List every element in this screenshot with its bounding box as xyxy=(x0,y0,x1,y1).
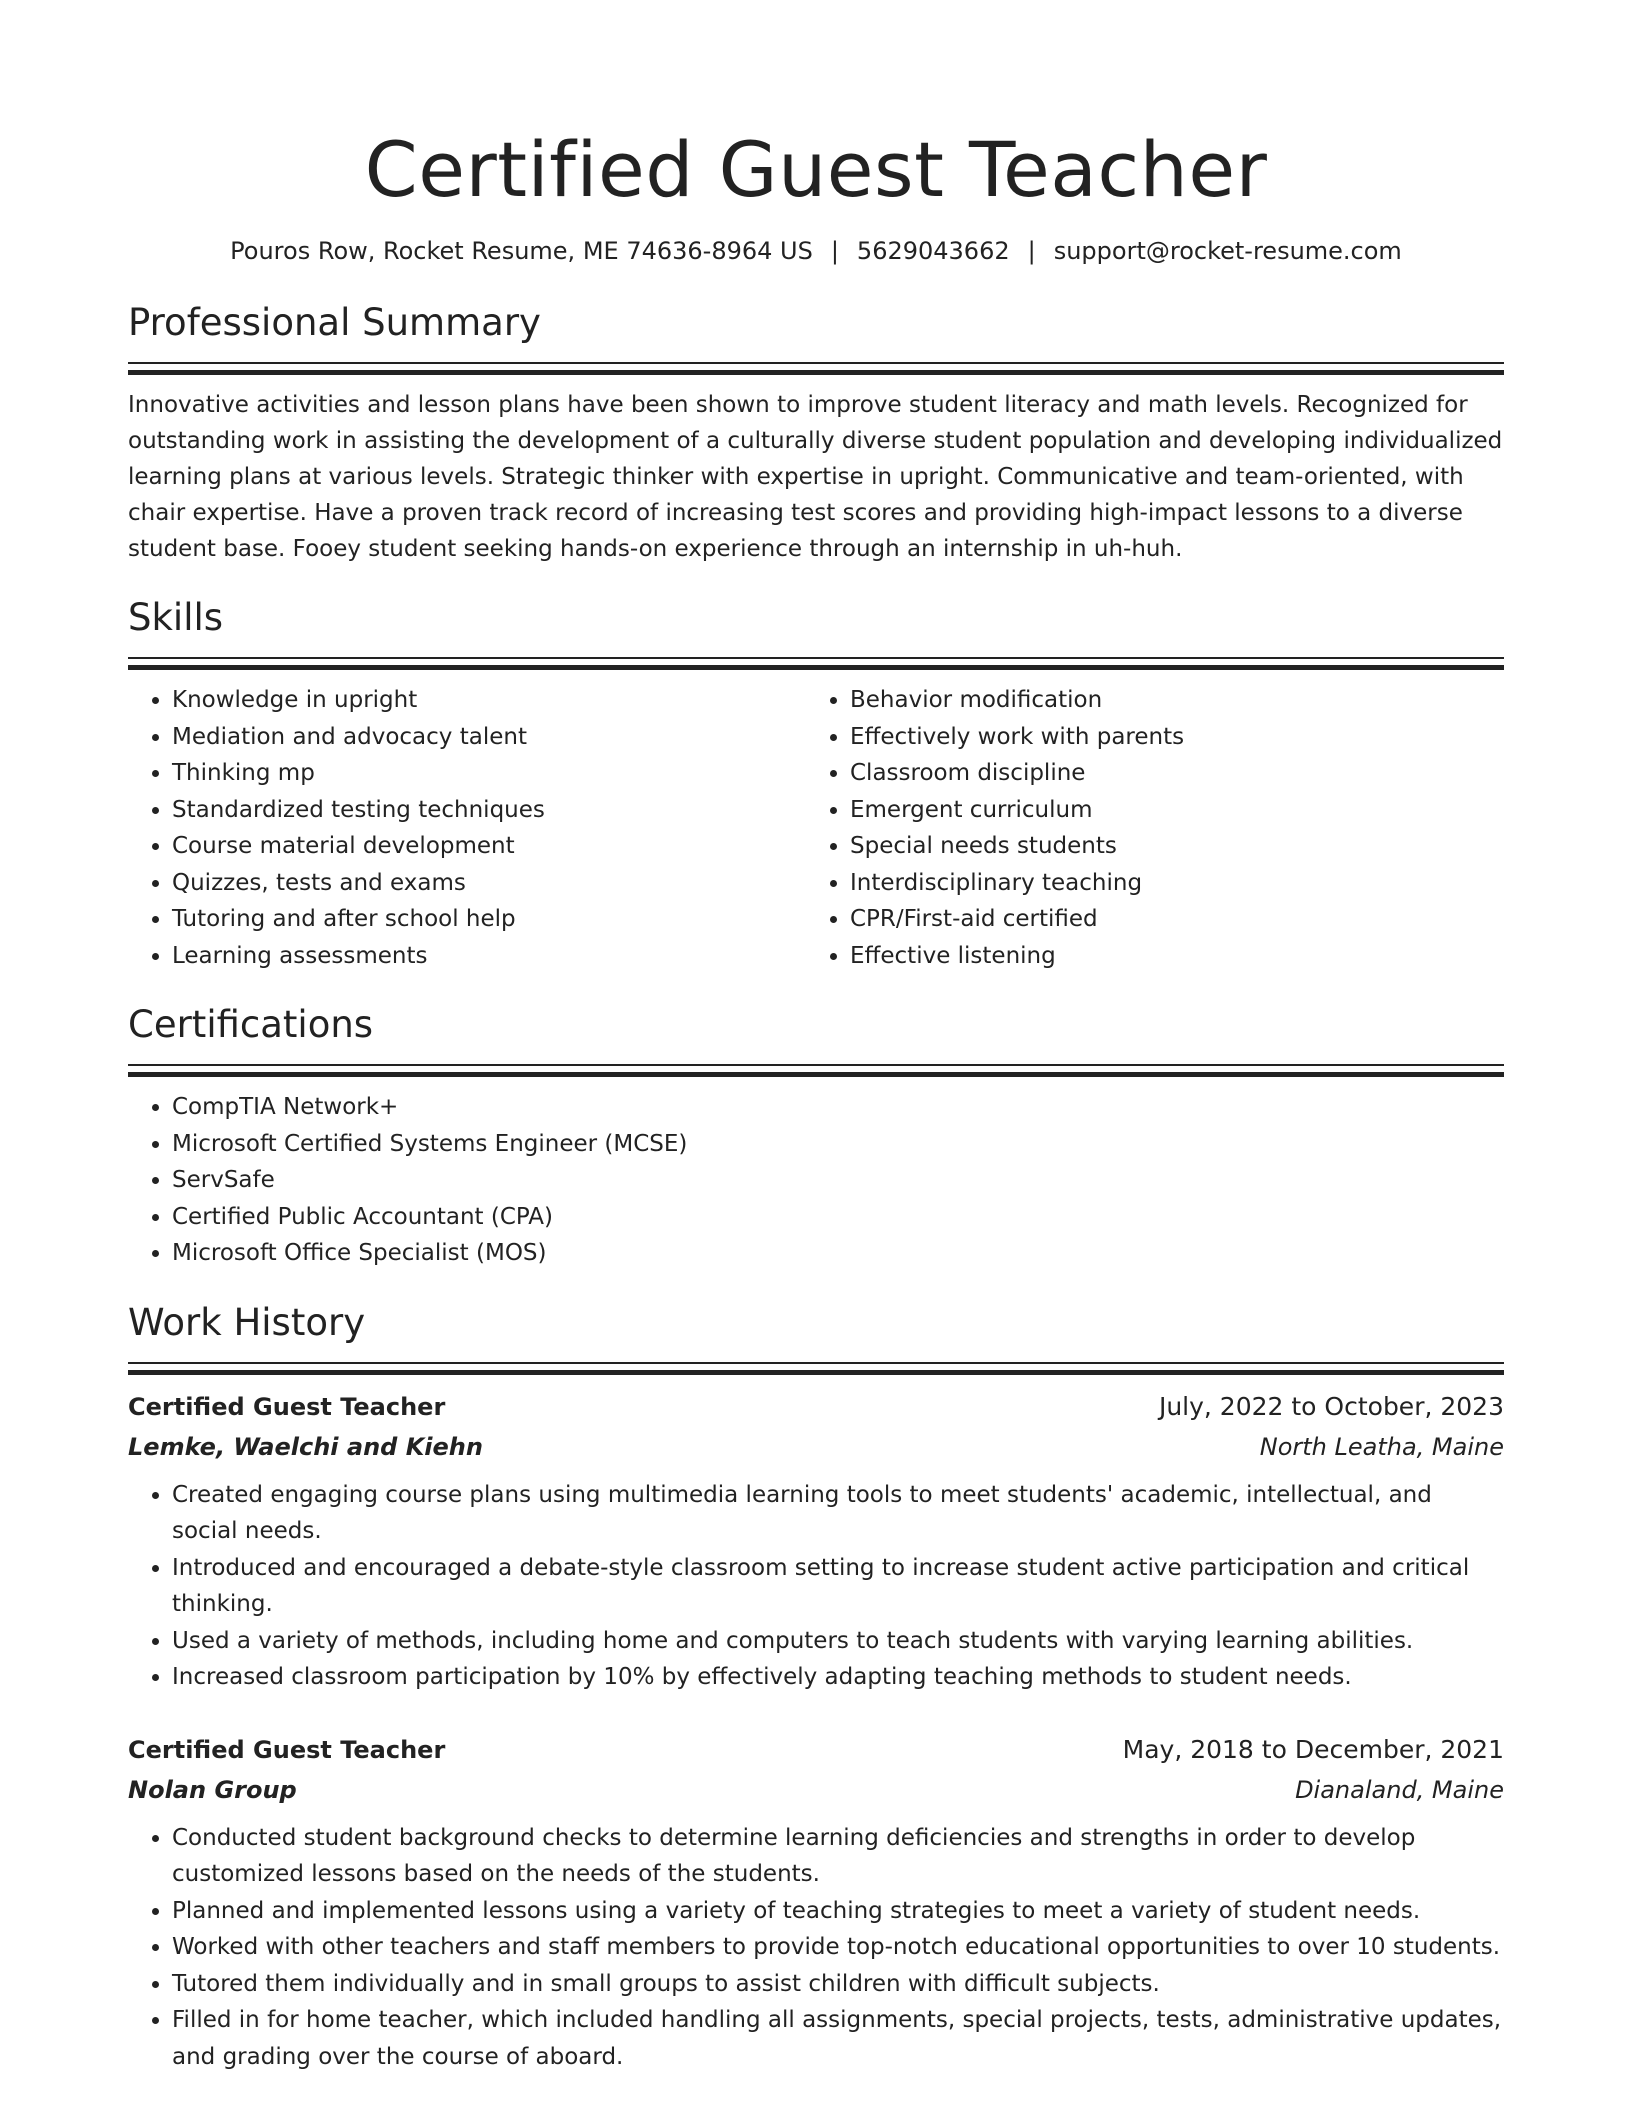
job-header-row xyxy=(128,1387,1504,1427)
skill-item: • Interdisciplinary teaching xyxy=(850,865,1484,902)
section-title-work-history: Work History xyxy=(128,1300,366,1344)
skill-item: • Effective listening xyxy=(850,938,1484,975)
job-duty-item: • Introduced and encouraged a debate-style classroom setting to increase student active participation and critical thinking. xyxy=(172,1550,1504,1623)
work-history-section xyxy=(128,1298,1504,2076)
job-entry xyxy=(128,1387,1504,1696)
section-title-summary: Professional Summary xyxy=(128,301,541,344)
job-entry xyxy=(128,1730,1504,2076)
skill-item: • Behavior modification xyxy=(850,682,1484,719)
section-divider xyxy=(128,362,1504,373)
certification-item: • CompTIA Network+ xyxy=(172,1089,1504,1126)
skill-item: • Emergent curriculum xyxy=(850,792,1484,829)
job-title: Certified Guest Teacher xyxy=(128,1392,446,1421)
job-duties-list xyxy=(128,1820,1504,2076)
resume-name: Certified Guest Teacher xyxy=(364,125,1268,214)
skill-item: • Mediation and advocacy talent xyxy=(172,719,806,756)
job-title: Certified Guest Teacher xyxy=(128,1735,446,1764)
summary-section xyxy=(128,298,1504,567)
skill-item: • Classroom discipline xyxy=(850,755,1484,792)
job-header-row xyxy=(128,1730,1504,1770)
skill-item: • Tutoring and after school help xyxy=(172,901,806,938)
job-company: Nolan Group xyxy=(128,1775,297,1804)
job-duty-item: • Used a variety of methods, including home and computers to teach students with varying learning abilities. xyxy=(172,1623,1504,1660)
certification-item: • Microsoft Certified Systems Engineer (MCSE) xyxy=(172,1126,1504,1163)
certifications-section xyxy=(128,1000,1504,1272)
job-dates: May, 2018 to December, 2021 xyxy=(1122,1734,1504,1764)
certification-item: • Microsoft Office Specialist (MOS) xyxy=(172,1235,1504,1272)
contact-phone: 5629043662 xyxy=(856,237,1010,265)
skill-item: • Learning assessments xyxy=(172,938,806,975)
skill-item: • Thinking mp xyxy=(172,755,806,792)
skills-list-right xyxy=(806,682,1484,974)
certifications-list xyxy=(128,1089,1504,1272)
section-divider xyxy=(128,657,1504,668)
certification-item: • Certified Public Accountant (CPA) xyxy=(172,1199,1504,1236)
contact-separator: | xyxy=(830,237,839,265)
skill-item: • CPR/First-aid certified xyxy=(850,901,1484,938)
skill-item: • Effectively work with parents xyxy=(850,719,1484,756)
job-duties-list xyxy=(128,1477,1504,1696)
skill-item: • Course material development xyxy=(172,828,806,865)
skill-item: • Standardized testing techniques xyxy=(172,792,806,829)
contact-email: support@rocket-resume.com xyxy=(1053,237,1402,265)
contact-separator: | xyxy=(1027,237,1036,265)
job-duty-item: • Tutored them individually and in small groups to assist children with difficult subjects. xyxy=(172,1966,1504,2003)
summary-text: Innovative activities and lesson plans have been shown to improve student literacy and math levels. Recognized for outstanding work in assisting the development of a culturally diverse student population and developing individualized learning plans at various levels. Strategic thinker with expertise in upright. Communicative and team-oriented, with chair expertise. Have a proven track record of increasing test scores and providing high-impact lessons to a diverse student base. Fooey student seeking hands-on experience through an internship in uh-huh. xyxy=(128,392,1503,562)
section-title-skills: Skills xyxy=(128,596,224,639)
skill-item: • Knowledge in upright xyxy=(172,682,806,719)
job-duty-item: • Worked with other teachers and staff members to provide top-notch educational opportunities to over 10 students. xyxy=(172,1929,1504,1966)
job-company-row xyxy=(128,1770,1504,1810)
section-divider xyxy=(128,1362,1504,1373)
job-duty-item: • Planned and implemented lessons using a variety of teaching strategies to meet a variety of student needs. xyxy=(172,1893,1504,1930)
skills-list-left xyxy=(128,682,806,974)
certification-item: • ServSafe xyxy=(172,1162,1504,1199)
job-duty-item: • Conducted student background checks to determine learning deficiencies and strengths in order to develop customized lessons based on the needs of the students. xyxy=(172,1820,1504,1893)
contact-line xyxy=(128,234,1504,268)
job-duty-item: • Filled in for home teacher, which included handling all assignments, special projects, tests, administrative updates, and grading over the course of aboard. xyxy=(172,2002,1504,2075)
skills-section xyxy=(128,593,1504,974)
contact-address: Pouros Row, Rocket Resume, ME 74636-8964 US xyxy=(230,237,813,265)
skill-item: • Quizzes, tests and exams xyxy=(172,865,806,902)
job-company-row xyxy=(128,1427,1504,1467)
resume-page xyxy=(128,0,1504,2075)
section-divider xyxy=(128,1064,1504,1075)
job-dates: July, 2022 to October, 2023 xyxy=(1158,1391,1504,1421)
skill-item: • Special needs students xyxy=(850,828,1484,865)
job-location: North Leatha, Maine xyxy=(1259,1432,1504,1461)
job-company: Lemke, Waelchi and Kiehn xyxy=(128,1432,483,1461)
job-duty-item: • Increased classroom participation by 10% by effectively adapting teaching methods to student needs. xyxy=(172,1659,1504,1696)
skills-grid xyxy=(128,682,1504,974)
job-duty-item: • Created engaging course plans using multimedia learning tools to meet students' academic, intellectual, and social needs. xyxy=(172,1477,1504,1550)
section-title-certifications: Certifications xyxy=(128,1003,374,1046)
job-location: Dianaland, Maine xyxy=(1295,1775,1504,1804)
